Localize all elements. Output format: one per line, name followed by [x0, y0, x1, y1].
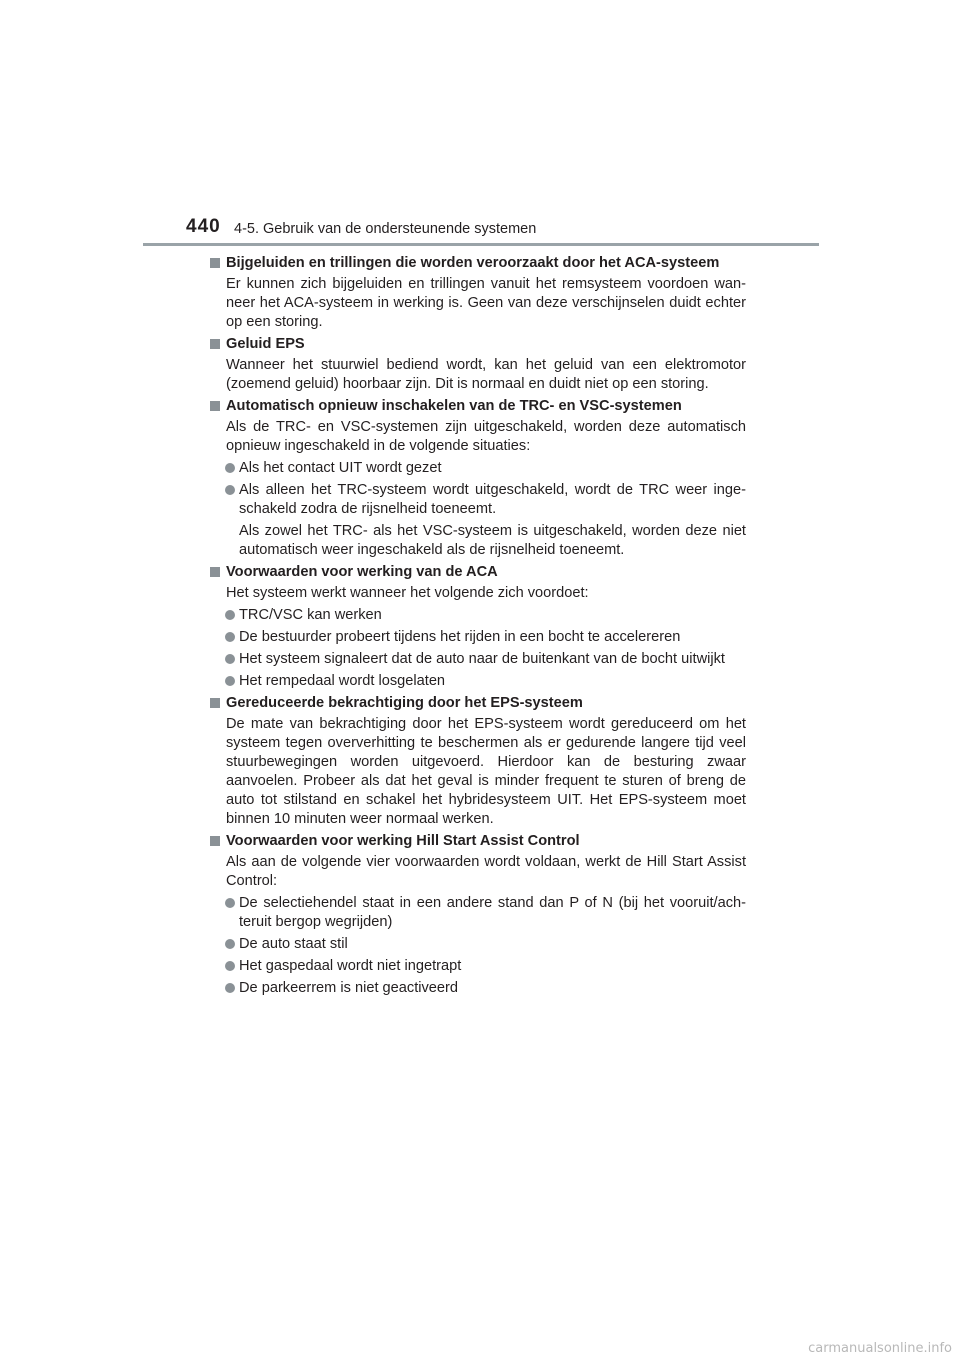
round-bullet-icon [225, 610, 235, 620]
list-item-text: De parkeerrem is niet geactiveerd [239, 980, 459, 996]
paragraph: Als aan de volgende vier voorwaarden wordt voldaan, werkt de Hill Start Assist Control: [226, 854, 746, 889]
square-bullet-icon [210, 339, 220, 349]
square-bullet-icon [210, 258, 220, 268]
list-item-note: Als zowel het TRC- als het VSC-systeem is uitgeschakeld, worden deze niet automatisch weer ingeschakeld als de rijsnelheid toeneemt. [239, 523, 746, 558]
list-item [210, 979, 746, 998]
list-item-text: TRC/VSC kan werken [239, 607, 382, 623]
section-heading [210, 694, 746, 713]
square-bullet-icon [210, 836, 220, 846]
list-item-text: Het gaspedaal wordt niet ingetrapt [239, 958, 462, 974]
heading-text: Geluid EPS [226, 336, 305, 352]
list-item-text: Het rempedaal wordt losgelaten [239, 673, 446, 689]
round-bullet-icon [225, 676, 235, 686]
section-heading [210, 832, 746, 851]
paragraph: Als de TRC- en VSC-systemen zijn uitgeschakeld, worden deze automatisch opnieuw ingeschakeld in de volgende situaties: [226, 419, 746, 454]
list-item-text: De selectiehendel staat in een andere stand dan P of N (bij het vooruit/ach- teruit bergop wegrijden) [239, 895, 746, 930]
round-bullet-icon [225, 485, 235, 495]
section-heading [210, 397, 746, 416]
watermark: carmanualsonline.info [808, 1341, 952, 1356]
section-heading [210, 335, 746, 354]
list-item [210, 606, 746, 625]
header-divider [143, 243, 819, 246]
list-item-text: Als het contact UIT wordt gezet [239, 460, 442, 476]
paragraph: Wanneer het stuurwiel bediend wordt, kan het geluid van een elektromotor (zoemend geluid) hoorbaar zijn. Dit is normaal en duidt niet op een storing. [226, 357, 746, 392]
square-bullet-icon [210, 567, 220, 577]
list-item [210, 672, 746, 691]
section-trc-vsc-reactivation [210, 397, 746, 560]
round-bullet-icon [225, 632, 235, 642]
paragraph: Het systeem werkt wanneer het volgende zich voordoet: [226, 585, 589, 601]
round-bullet-icon [225, 463, 235, 473]
list-item-text: Het systeem signaleert dat de auto naar de buitenkant van de bocht uitwijkt [239, 651, 725, 667]
list-item [210, 481, 746, 519]
list-item [210, 628, 746, 647]
round-bullet-icon [225, 939, 235, 949]
section-heading [210, 563, 746, 582]
section-aca-noise [210, 254, 746, 332]
list-item-text: De auto staat stil [239, 936, 348, 952]
square-bullet-icon [210, 401, 220, 411]
list-item [210, 935, 746, 954]
heading-text: Bijgeluiden en trillingen die worden veroorzaakt door het ACA-systeem [226, 255, 720, 271]
paragraph: De mate van bekrachtiging door het EPS-systeem wordt gereduceerd om het systeem tegen oververhitting te beschermen als er gedurende langere tijd veel stuurbewegingen worden uitgevoerd. Hierdoor kan de besturing zwaar aanvoelen. Probeer als dat het geval is minder frequent te sturen of breng de auto tot stilstand en schakel het hybridesysteem UIT. Het EPS-systeem moet binnen 10 minuten weer normaal werken. [226, 716, 746, 827]
heading-text: Gereduceerde bekrachtiging door het EPS-systeem [226, 695, 583, 711]
heading-text: Voorwaarden voor werking Hill Start Assist Control [226, 833, 580, 849]
round-bullet-icon [225, 654, 235, 664]
round-bullet-icon [225, 961, 235, 971]
section-aca-conditions [210, 563, 746, 691]
section-eps-reduced-assist [210, 694, 746, 829]
section-eps-sound [210, 335, 746, 394]
round-bullet-icon [225, 898, 235, 908]
list-item [210, 894, 746, 932]
square-bullet-icon [210, 698, 220, 708]
paragraph: Er kunnen zich bijgeluiden en trillingen vanuit het remsysteem voordoen wan- neer het ACA-systeem in werking is. Geen van deze verschijnselen duidt echter op een storing. [226, 276, 746, 330]
round-bullet-icon [225, 983, 235, 993]
list-item-text: De bestuurder probeert tijdens het rijden in een bocht te accelereren [239, 629, 681, 645]
section-hill-start-conditions [210, 832, 746, 998]
heading-text: Voorwaarden voor werking van de ACA [226, 564, 498, 580]
page-number: 440 [186, 216, 221, 237]
list-item [210, 459, 746, 478]
section-heading [210, 254, 746, 273]
list-item [210, 957, 746, 976]
page-body [210, 254, 746, 1001]
page-header [0, 0, 960, 250]
list-item-text: Als alleen het TRC-systeem wordt uitgeschakeld, wordt de TRC weer inge- schakeld zodra de rijsnelheid toeneemt. [239, 482, 746, 517]
heading-text: Automatisch opnieuw inschakelen van de TRC- en VSC-systemen [226, 398, 682, 414]
section-title: 4-5. Gebruik van de ondersteunende systemen [234, 221, 537, 237]
list-item [210, 650, 746, 669]
